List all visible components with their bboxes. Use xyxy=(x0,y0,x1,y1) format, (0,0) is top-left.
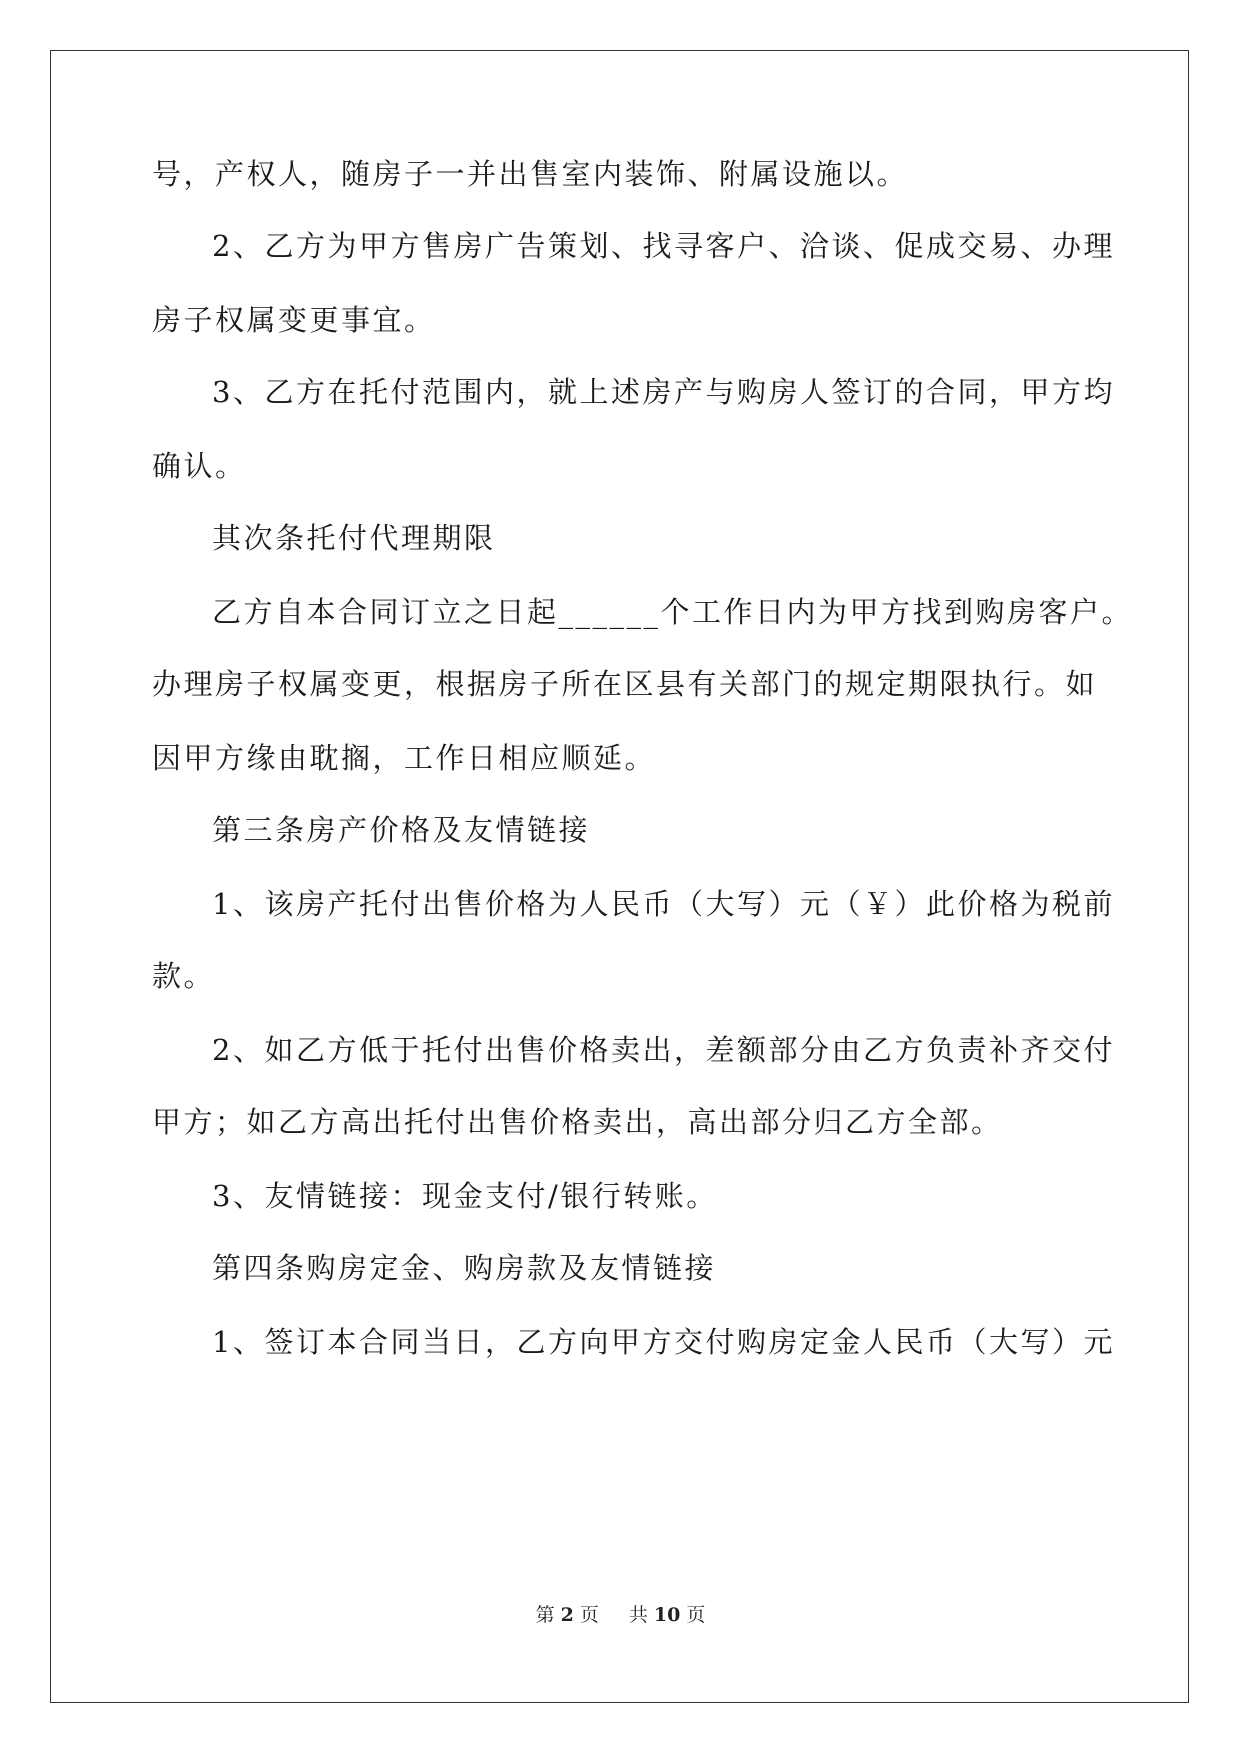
text-line: 2、乙方为甲方售房广告策划、找寻客户、洽谈、促成交易、办理 xyxy=(212,229,1115,263)
text-line: 3、乙方在托付范围内，就上述房产与购房人签订的合同，甲方均 xyxy=(212,375,1115,409)
text-line: 3、友情链接：现金支付/银行转账。 xyxy=(212,1179,718,1213)
page-total-prefix: 共 xyxy=(628,1604,648,1626)
text-line: 因甲方缘由耽搁，工作日相应顺延。 xyxy=(152,741,657,775)
text-line: 办理房子权属变更，根据房子所在区县有关部门的规定期限执行。如 xyxy=(152,667,1098,701)
page-number-prefix: 第 xyxy=(535,1604,555,1626)
text-line: 2、如乙方低于托付出售价格卖出，差额部分由乙方负责补齐交付 xyxy=(212,1033,1115,1067)
text-line: 1、签订本合同当日，乙方向甲方交付购房定金人民币（大写）元 xyxy=(212,1325,1115,1359)
page-total-suffix: 页 xyxy=(686,1604,706,1626)
section-heading: 第三条房产价格及友情链接 xyxy=(212,813,591,847)
page-border xyxy=(50,50,1189,1703)
text-line: 1、该房产托付出售价格为人民币（大写）元（￥）此价格为税前 xyxy=(212,887,1115,921)
total-pages: 10 xyxy=(653,1604,681,1626)
current-page: 2 xyxy=(560,1604,574,1626)
text-line: 房子权属变更事宜。 xyxy=(152,303,436,337)
section-heading: 第四条购房定金、购房款及友情链接 xyxy=(212,1251,717,1285)
page-number xyxy=(530,1604,605,1626)
text-line: 甲方；如乙方高出托付出售价格卖出，高出部分归乙方全部。 xyxy=(152,1105,1003,1139)
section-heading: 其次条托付代理期限 xyxy=(212,521,496,555)
text-line: 乙方自本合同订立之日起______个工作日内为甲方找到购房客户。 xyxy=(212,595,1134,629)
page-number-suffix: 页 xyxy=(579,1604,599,1626)
text-line: 款。 xyxy=(152,959,216,993)
page-footer xyxy=(0,1600,1241,1627)
text-line: 确认。 xyxy=(152,449,247,483)
text-line: 号，产权人，随房子一并出售室内装饰、附属设施以。 xyxy=(152,157,909,191)
page-total xyxy=(623,1604,711,1626)
